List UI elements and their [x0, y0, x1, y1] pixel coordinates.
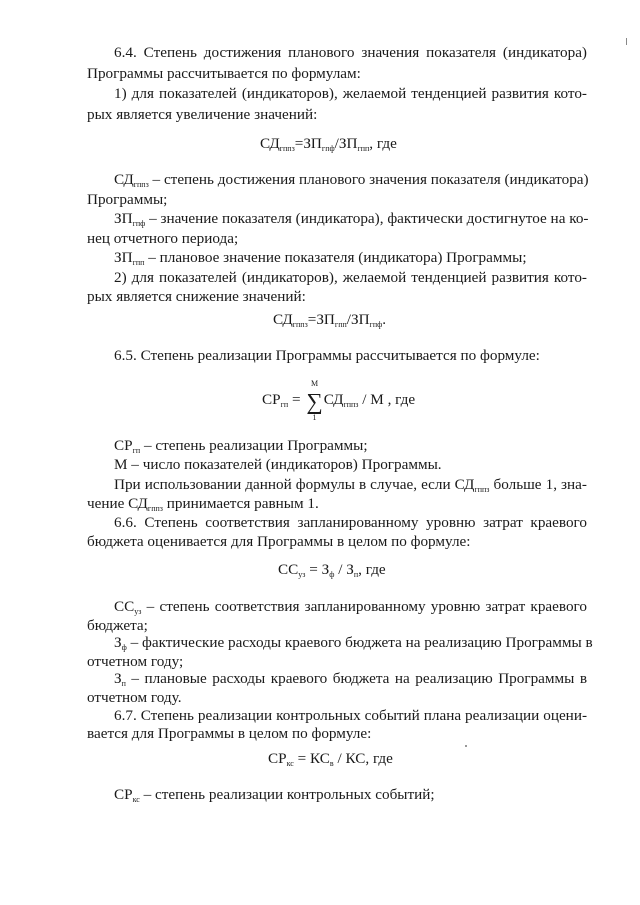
note-line: При использовании данной формулы в случае, если $СД_{гппз}$ больше 1, зна-	[114, 476, 587, 494]
scan-edge-mark	[626, 38, 627, 45]
paragraph-line: отчетном году.	[87, 689, 182, 706]
section-6-6-heading: 6.6. Степень соответствия запланированному уровню затрат краевого	[114, 514, 587, 531]
definition-m: М – число показателей (индикаторов) Программы.	[114, 456, 442, 473]
paragraph-line: Программы;	[87, 191, 168, 208]
paragraph-line: отчетном году;	[87, 653, 184, 670]
paragraph-line: рых является увеличение значений:	[87, 106, 318, 123]
paragraph-line: рых является снижение значений:	[87, 288, 306, 305]
note-line: чение $СД_{гппз}$ принимается равным 1.	[87, 495, 319, 513]
paragraph-line: Программы рассчитывается по формулам:	[87, 65, 361, 82]
scan-speck	[465, 745, 467, 747]
paragraph-line: бюджета оценивается для Программы в целом по формуле:	[87, 533, 471, 550]
list-item-increase: 1) для показателей (индикаторов), желаемой тенденцией развития кото-	[114, 85, 587, 102]
paragraph-line: бюджета;	[87, 617, 148, 634]
definition-z-f: $З_ф$ – фактические расходы краевого бюджета на реализацию Программы в	[114, 634, 593, 652]
section-6-4-heading: 6.4. Степень достижения планового значения показателя (индикатора)	[114, 44, 587, 61]
section-6-5-heading: 6.5. Степень реализации Программы рассчитывается по формуле:	[114, 347, 540, 364]
definition-sd-gppz: $СД_{гппз}$ – степень достижения планового значения показателя (индикатора)	[114, 171, 589, 189]
formula-increase: $СД_{гппз}=ЗП_{гпф}/ЗП_{гпп}$, где	[260, 135, 397, 153]
definition-sr-gp: $СР_{гп}$ – степень реализации Программы;	[114, 437, 368, 455]
formula-program-realization: $СР_{гп}$ = М ∑ 1 $СД_{гппз}$ / М , где	[262, 379, 416, 422]
definition-zp-gpp: $ЗП_{гпп}$ – плановое значение показателя (индикатора) Программы;	[114, 249, 527, 267]
section-6-7-heading: 6.7. Степень реализации контрольных событий плана реализации оцени-	[114, 707, 587, 724]
list-item-decrease: 2) для показателей (индикаторов), желаемой тенденцией развития кото-	[114, 269, 587, 286]
paragraph-line: нец отчетного периода;	[87, 230, 239, 247]
summation-sign: М ∑ 1	[306, 379, 323, 422]
paragraph-line: вается для Программы в целом по формуле:	[87, 725, 372, 742]
definition-z-p: $З_п$ – плановые расходы краевого бюджета на реализацию Программы в	[114, 670, 587, 688]
formula-control-events: $СР_{кс} = КС_в$ / КС, где	[268, 750, 393, 768]
definition-ss-uz: $СС_{уз}$ – степень соответствия запланированному уровню затрат краевого	[114, 598, 587, 616]
definition-zp-gpf: $ЗП_{гпф}$ – значение показателя (индикатора), фактически достигнутое на ко-	[114, 210, 589, 228]
formula-cost-compliance: $СС_{уз} = З_ф / З_п$, где	[278, 561, 386, 579]
formula-decrease: $СД_{гппз}=ЗП_{гпп}/ЗП_{гпф}$.	[273, 311, 387, 329]
definition-sr-ks: $СР_{кс}$ – степень реализации контрольных событий;	[114, 786, 435, 804]
